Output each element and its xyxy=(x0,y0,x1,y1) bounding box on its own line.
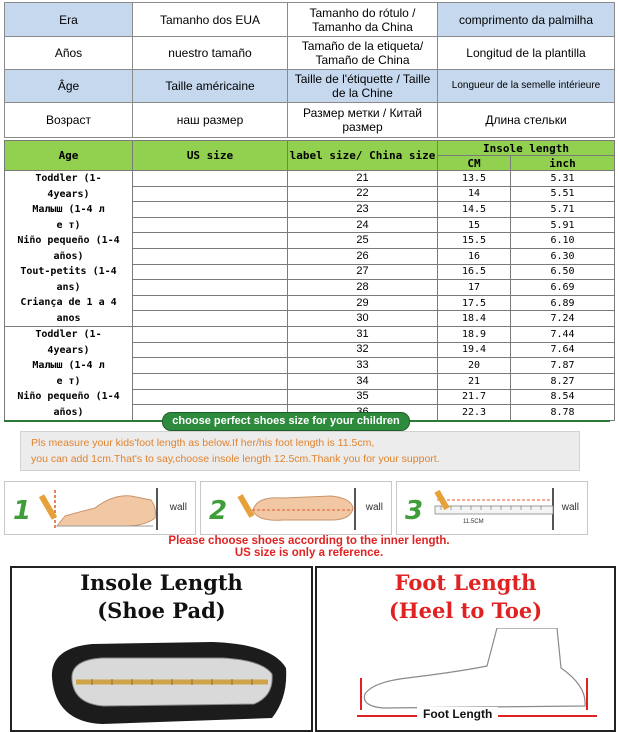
age-group-line: anos xyxy=(56,312,81,324)
insole-inch-cell: 6.89 xyxy=(511,295,615,311)
us-size-cell xyxy=(133,217,288,233)
label-size-cell: 31 xyxy=(288,327,438,343)
wall-label: wall xyxy=(169,502,187,513)
insole-cm-cell: 13.5 xyxy=(438,171,511,187)
insole-cm-cell: 15.5 xyxy=(438,233,511,249)
ruler-measure-icon xyxy=(427,486,559,532)
choose-size-banner: choose perfect shoes size for your children xyxy=(162,412,410,431)
step-number: 3 xyxy=(405,496,424,526)
label-size-cell: 28 xyxy=(288,280,438,296)
insole-cm-cell: 19.4 xyxy=(438,342,511,358)
insole-cm-cell: 16 xyxy=(438,248,511,264)
insole-inch-cell: 8.27 xyxy=(511,373,615,389)
insole-cm-cell: 22.3 xyxy=(438,405,511,421)
us-size-cell xyxy=(133,280,288,296)
label-size-cell: 35 xyxy=(288,389,438,405)
age-group-line: Toddler (1- xyxy=(35,173,102,184)
label-size-cell: 25 xyxy=(288,233,438,249)
label-size-cell: 23 xyxy=(288,202,438,218)
us-size-cell xyxy=(133,342,288,358)
us-size-cell xyxy=(133,327,288,343)
us-size-column-header: US size xyxy=(133,141,288,171)
insole-cm-cell: 18.4 xyxy=(438,311,511,327)
label-size-cell: 34 xyxy=(288,373,438,389)
notice-line-1: Please choose shoes according to the inner length. xyxy=(168,535,450,547)
insole-cm-cell: 14 xyxy=(438,186,511,202)
header-row-portuguese xyxy=(5,3,615,37)
ruler-label: 11.5CM xyxy=(463,519,484,525)
age-group-line: años) xyxy=(53,406,84,418)
us-size-cell xyxy=(133,295,288,311)
us-size-cell xyxy=(133,389,288,405)
us-size-cell xyxy=(133,311,288,327)
foot-against-wall-icon xyxy=(35,486,165,532)
insole-cm-cell: 15 xyxy=(438,217,511,233)
insole-cm-cell: 14.5 xyxy=(438,202,511,218)
foot-length-caption: Foot Length xyxy=(417,707,498,721)
age-group-line: Criança de 1 a 4 xyxy=(20,297,117,308)
label-size-cell: 33 xyxy=(288,358,438,374)
size-row xyxy=(5,171,615,187)
age-column-header: Age xyxy=(5,141,133,171)
insole-inch-cell: 6.10 xyxy=(511,233,615,249)
insole-cm-cell: 17 xyxy=(438,280,511,296)
label-size-column-header: label size/ China size xyxy=(288,141,438,171)
insole-inch-cell: 7.24 xyxy=(511,311,615,327)
size-header-row xyxy=(5,141,615,156)
header-cell: Tamaño de la etiqueta/ Tamaño de China xyxy=(288,37,438,70)
age-group-line: 4years) xyxy=(47,188,90,200)
us-size-cell xyxy=(133,264,288,280)
header-row-spanish xyxy=(5,37,615,70)
age-group-cell xyxy=(5,171,133,327)
insole-inch-cell: 5.51 xyxy=(511,186,615,202)
shoe-insole-icon xyxy=(42,638,292,730)
age-group-line: Tout-petits (1-4 xyxy=(20,266,117,277)
us-size-cell xyxy=(133,233,288,249)
foot-side-view-icon xyxy=(347,628,597,712)
header-cell: nuestro tamaño xyxy=(133,37,288,70)
header-cell: Размер метки / Китай размер xyxy=(288,103,438,138)
us-size-cell xyxy=(133,186,288,202)
age-group-line: Niño pequeño (1-4 xyxy=(17,235,120,246)
foot-length-panel xyxy=(315,566,616,732)
us-size-cell xyxy=(133,373,288,389)
measure-line-1: Pls measure your kids'foot length as below.If her/his foot length is 11.5cm, xyxy=(31,437,375,449)
header-cell: Era xyxy=(5,3,133,37)
foot-top-view-icon xyxy=(233,486,363,532)
header-cell: comprimento da palmilha xyxy=(438,3,615,37)
us-size-cell xyxy=(133,248,288,264)
label-size-cell: 32 xyxy=(288,342,438,358)
header-cell: Taille de l'étiquette / Taille de la Chine xyxy=(288,70,438,103)
step-number: 2 xyxy=(209,496,228,526)
header-cell: Años xyxy=(5,37,133,70)
age-group-line: ans) xyxy=(56,281,81,293)
header-cell: Длина стельки xyxy=(438,103,615,138)
insole-cm-cell: 20 xyxy=(438,358,511,374)
measure-line-2: you can add 1cm.That's to say,choose insole length 12.5cm.Thank you for your support. xyxy=(31,453,440,465)
header-cell: Tamanho dos EUA xyxy=(133,3,288,37)
header-cell: Tamanho do rótulo / Tamanho da China xyxy=(288,3,438,37)
header-cell: Taille américaine xyxy=(133,70,288,103)
age-group-line: е т) xyxy=(56,219,81,231)
header-row-french xyxy=(5,70,615,103)
us-size-cell xyxy=(133,358,288,374)
insole-inch-cell: 6.69 xyxy=(511,280,615,296)
header-cell: Возраст xyxy=(5,103,133,138)
wall-label: wall xyxy=(365,502,383,513)
insole-inch-cell: 5.31 xyxy=(511,171,615,187)
cm-column-header: CM xyxy=(438,156,511,171)
insole-length-column-header: Insole length xyxy=(438,141,615,156)
size-row xyxy=(5,327,615,343)
insole-inch-cell: 7.64 xyxy=(511,342,615,358)
label-size-cell: 24 xyxy=(288,217,438,233)
measure-step-3 xyxy=(396,481,588,535)
label-size-cell: 30 xyxy=(288,311,438,327)
header-row-russian xyxy=(5,103,615,138)
foot-length-subtitle: (Heel to Toe) xyxy=(388,598,543,623)
notice-line-2: US size is only a reference. xyxy=(234,547,384,559)
label-size-cell: 29 xyxy=(288,295,438,311)
insole-cm-cell: 21 xyxy=(438,373,511,389)
insole-inch-cell: 8.54 xyxy=(511,389,615,405)
insole-inch-cell: 8.78 xyxy=(511,405,615,421)
header-cell: Longitud de la plantilla xyxy=(438,37,615,70)
age-group-line: е т) xyxy=(56,375,81,387)
insole-cm-cell: 17.5 xyxy=(438,295,511,311)
insole-inch-cell: 7.44 xyxy=(511,327,615,343)
measure-instructions xyxy=(20,431,580,471)
age-group-line: años) xyxy=(53,250,84,262)
foot-length-title: Foot Length xyxy=(394,570,537,595)
label-size-cell: 27 xyxy=(288,264,438,280)
us-size-cell xyxy=(133,202,288,218)
inch-column-header: inch xyxy=(511,156,615,171)
wall-label: wall xyxy=(561,502,579,513)
insole-inch-cell: 6.30 xyxy=(511,248,615,264)
us-size-cell xyxy=(133,171,288,187)
size-notice xyxy=(0,535,618,559)
age-group-line: 4years) xyxy=(47,344,90,356)
label-size-cell: 21 xyxy=(288,171,438,187)
size-chart-table xyxy=(4,140,615,421)
insole-length-panel xyxy=(10,566,313,732)
insole-inch-cell: 5.91 xyxy=(511,217,615,233)
measure-step-1 xyxy=(4,481,196,535)
age-group-line: Малыш (1-4 л xyxy=(32,204,105,215)
guide-banner-area xyxy=(0,410,618,432)
insole-title: Insole Length xyxy=(80,570,243,595)
age-group-line: Niño pequeño (1-4 xyxy=(17,391,120,402)
age-group-line: Малыш (1-4 л xyxy=(32,360,105,371)
label-size-cell: 26 xyxy=(288,248,438,264)
age-group-cell xyxy=(5,327,133,421)
header-cell: Âge xyxy=(5,70,133,103)
step-number: 1 xyxy=(13,496,32,526)
header-cell: Longueur de la semelle intérieure xyxy=(438,70,615,103)
insole-inch-cell: 5.71 xyxy=(511,202,615,218)
insole-subtitle: (Shoe Pad) xyxy=(97,598,226,623)
measure-step-2 xyxy=(200,481,392,535)
insole-cm-cell: 18.9 xyxy=(438,327,511,343)
insole-cm-cell: 21.7 xyxy=(438,389,511,405)
header-cell: наш размер xyxy=(133,103,288,138)
insole-inch-cell: 6.50 xyxy=(511,264,615,280)
insole-cm-cell: 16.5 xyxy=(438,264,511,280)
language-header-table xyxy=(4,2,615,138)
age-group-line: Toddler (1- xyxy=(35,329,102,340)
label-size-cell: 22 xyxy=(288,186,438,202)
insole-inch-cell: 7.87 xyxy=(511,358,615,374)
